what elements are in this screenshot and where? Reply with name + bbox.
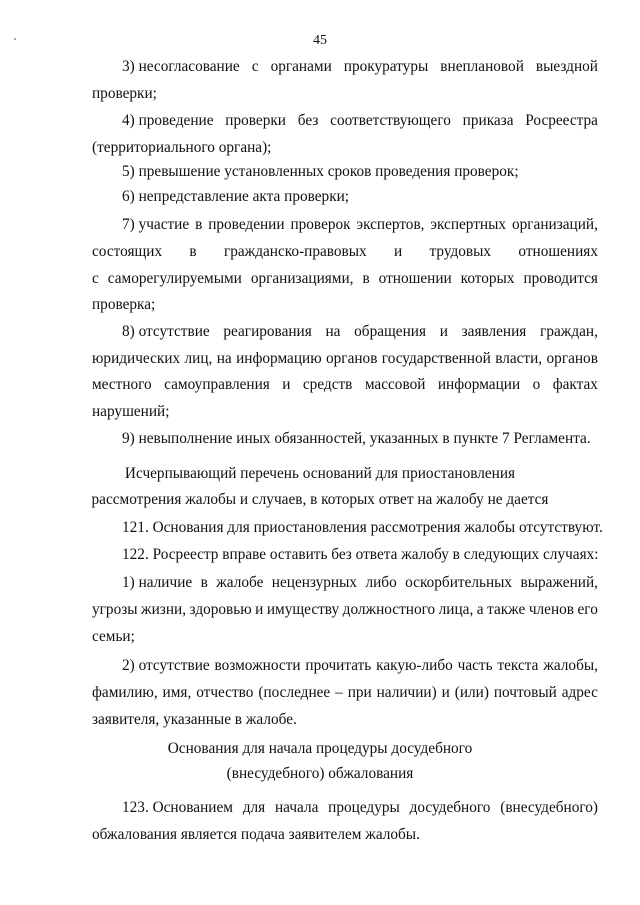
word: проводится (523, 270, 598, 287)
word: отношении (378, 270, 452, 287)
word: для (242, 799, 266, 816)
page-number: 45 (313, 33, 327, 48)
word: либо (365, 574, 397, 591)
word: граждан, (540, 323, 598, 340)
word: – (335, 684, 343, 701)
word: должностного (342, 601, 436, 618)
word: и (439, 323, 448, 340)
word: 123. Основанием (122, 799, 233, 816)
word: юридических (92, 350, 181, 367)
word: отношениях (518, 243, 598, 260)
word: нецензурных (271, 574, 358, 591)
para-p121-line: 121. Основания для приостановления рассмотрения жалобы отсутствуют. (122, 519, 603, 536)
para-item8-line (122, 323, 598, 341)
para-p123-line: обжалования является подача заявителем жалобы. (92, 826, 420, 843)
word: Росреестра (525, 112, 598, 129)
word: какую-либо (376, 657, 453, 674)
word: органов (326, 350, 378, 367)
word: 7) участие (122, 216, 190, 233)
word: выражений, (520, 574, 598, 591)
word: прочитать (305, 657, 372, 674)
para-p122_1-line: семьи; (92, 628, 135, 645)
word: начала (274, 799, 319, 816)
para-item7-line (92, 270, 598, 288)
word: фамилию, (92, 684, 158, 701)
word: самоуправления (164, 376, 270, 393)
word: заявления (461, 323, 527, 340)
word: состоящих (92, 243, 163, 260)
word: 8) отсутствие (122, 323, 210, 340)
word: оскорбительных (405, 574, 513, 591)
word: прокуратуры (343, 58, 429, 75)
word: местного (92, 376, 152, 393)
word: адрес (561, 684, 598, 701)
word: лица, (438, 601, 474, 618)
para-p122_1-line (92, 601, 598, 619)
word: его (577, 601, 598, 618)
word: с (251, 58, 259, 75)
word: проведении (208, 216, 285, 233)
word: внеплановой (440, 58, 524, 75)
word: фактах (552, 376, 598, 393)
para-p122_1-line (122, 574, 598, 592)
para-p122_2-line: заявителя, указанные в жалобе. (92, 711, 297, 728)
word: и (441, 684, 450, 701)
word: в (200, 574, 208, 591)
word: органов (546, 350, 598, 367)
word: текста (497, 657, 539, 674)
word: часть (457, 657, 493, 674)
para-p122_2-line (122, 657, 598, 675)
word: на (325, 323, 341, 340)
word: выездной (535, 58, 598, 75)
section-heading-line: Основания для начала процедуры досудебного (167, 740, 473, 757)
word: жизни, (141, 601, 187, 618)
para-item4-line: (территориального органа); (92, 139, 272, 156)
word: жалобе (216, 574, 264, 591)
word: проверок (290, 216, 351, 233)
word: власти, (495, 350, 543, 367)
word: органами (270, 58, 332, 75)
word: лиц, (184, 350, 213, 367)
word: проверки (225, 112, 286, 129)
word: средств (302, 376, 353, 393)
word: в (362, 270, 370, 287)
word: также (487, 601, 526, 618)
para-item8-line (92, 376, 598, 394)
para-item8-line: нарушений; (92, 403, 170, 420)
para-item3-line: проверки; (92, 85, 157, 102)
word: обращения (354, 323, 427, 340)
para-item9-line: 9) невыполнение иных обязанностей, указанных в пункте 7 Регламента. (122, 430, 591, 447)
word: процедуры (328, 799, 400, 816)
word: (последнее (258, 684, 331, 701)
word: саморегулируемыми (107, 270, 242, 287)
word: информации (437, 376, 521, 393)
word: жалобы, (543, 657, 598, 674)
word: приказа (462, 112, 514, 129)
word: на (216, 350, 232, 367)
para-item7-line (92, 243, 598, 261)
para-item4-line (122, 112, 598, 130)
word: 3) несогласование (122, 58, 240, 75)
word: массовой (364, 376, 426, 393)
word: и (394, 243, 403, 260)
word: которых (460, 270, 515, 287)
para-p122_2-line (92, 684, 598, 702)
word: в (189, 243, 197, 260)
word: с (92, 270, 99, 287)
para-item3-line (122, 58, 598, 76)
word: имуществу (266, 601, 340, 618)
word: гражданско-правовых (223, 243, 367, 260)
word: имя, (162, 684, 192, 701)
para-item8-line (92, 350, 598, 368)
word: соответствующего (330, 112, 451, 129)
word: при (347, 684, 372, 701)
word: почтовый (493, 684, 557, 701)
word: а (476, 601, 484, 618)
para-item5-line: 5) превышение установленных сроков проведения проверок; (122, 163, 519, 180)
word: информацию (236, 350, 322, 367)
word: здоровью (189, 601, 252, 618)
word: возможности (214, 657, 301, 674)
word: 2) отсутствие (122, 657, 210, 674)
word: членов (528, 601, 575, 618)
section-heading-line: Исчерпывающий перечень оснований для приостановления (124, 465, 516, 482)
word: государственной (381, 350, 491, 367)
word: организациями, (250, 270, 354, 287)
word: экспертных (430, 216, 507, 233)
word: отчество (196, 684, 254, 701)
word: наличии) (376, 684, 437, 701)
word: угрозы (92, 601, 138, 618)
para-p122-line: 122. Росреестр вправе оставить без ответа жалобу в следующих случаях: (122, 546, 599, 563)
word: реагирования (223, 323, 312, 340)
para-p123-line (122, 799, 598, 817)
word: организаций, (511, 216, 598, 233)
word: о (532, 376, 541, 393)
word: (внесудебного) (500, 799, 598, 816)
section-heading-line: (внесудебного) обжалования (226, 765, 414, 782)
word: 1) наличие (122, 574, 193, 591)
word: 4) проведение (122, 112, 214, 129)
para-item7-line (122, 216, 598, 234)
word: экспертов, (356, 216, 425, 233)
word: и (282, 376, 291, 393)
word: в (195, 216, 203, 233)
word: без (297, 112, 319, 129)
word: досудебного (409, 799, 491, 816)
para-item6-line: 6) непредставление акта проверки; (122, 188, 350, 205)
section-heading-line: рассмотрения жалобы и случаев, в которых ответ на жалобу не дается (91, 491, 549, 508)
word: и (255, 601, 264, 618)
word: трудовых (429, 243, 492, 260)
para-item7-line: проверка; (92, 296, 156, 313)
word: (или) (454, 684, 489, 701)
